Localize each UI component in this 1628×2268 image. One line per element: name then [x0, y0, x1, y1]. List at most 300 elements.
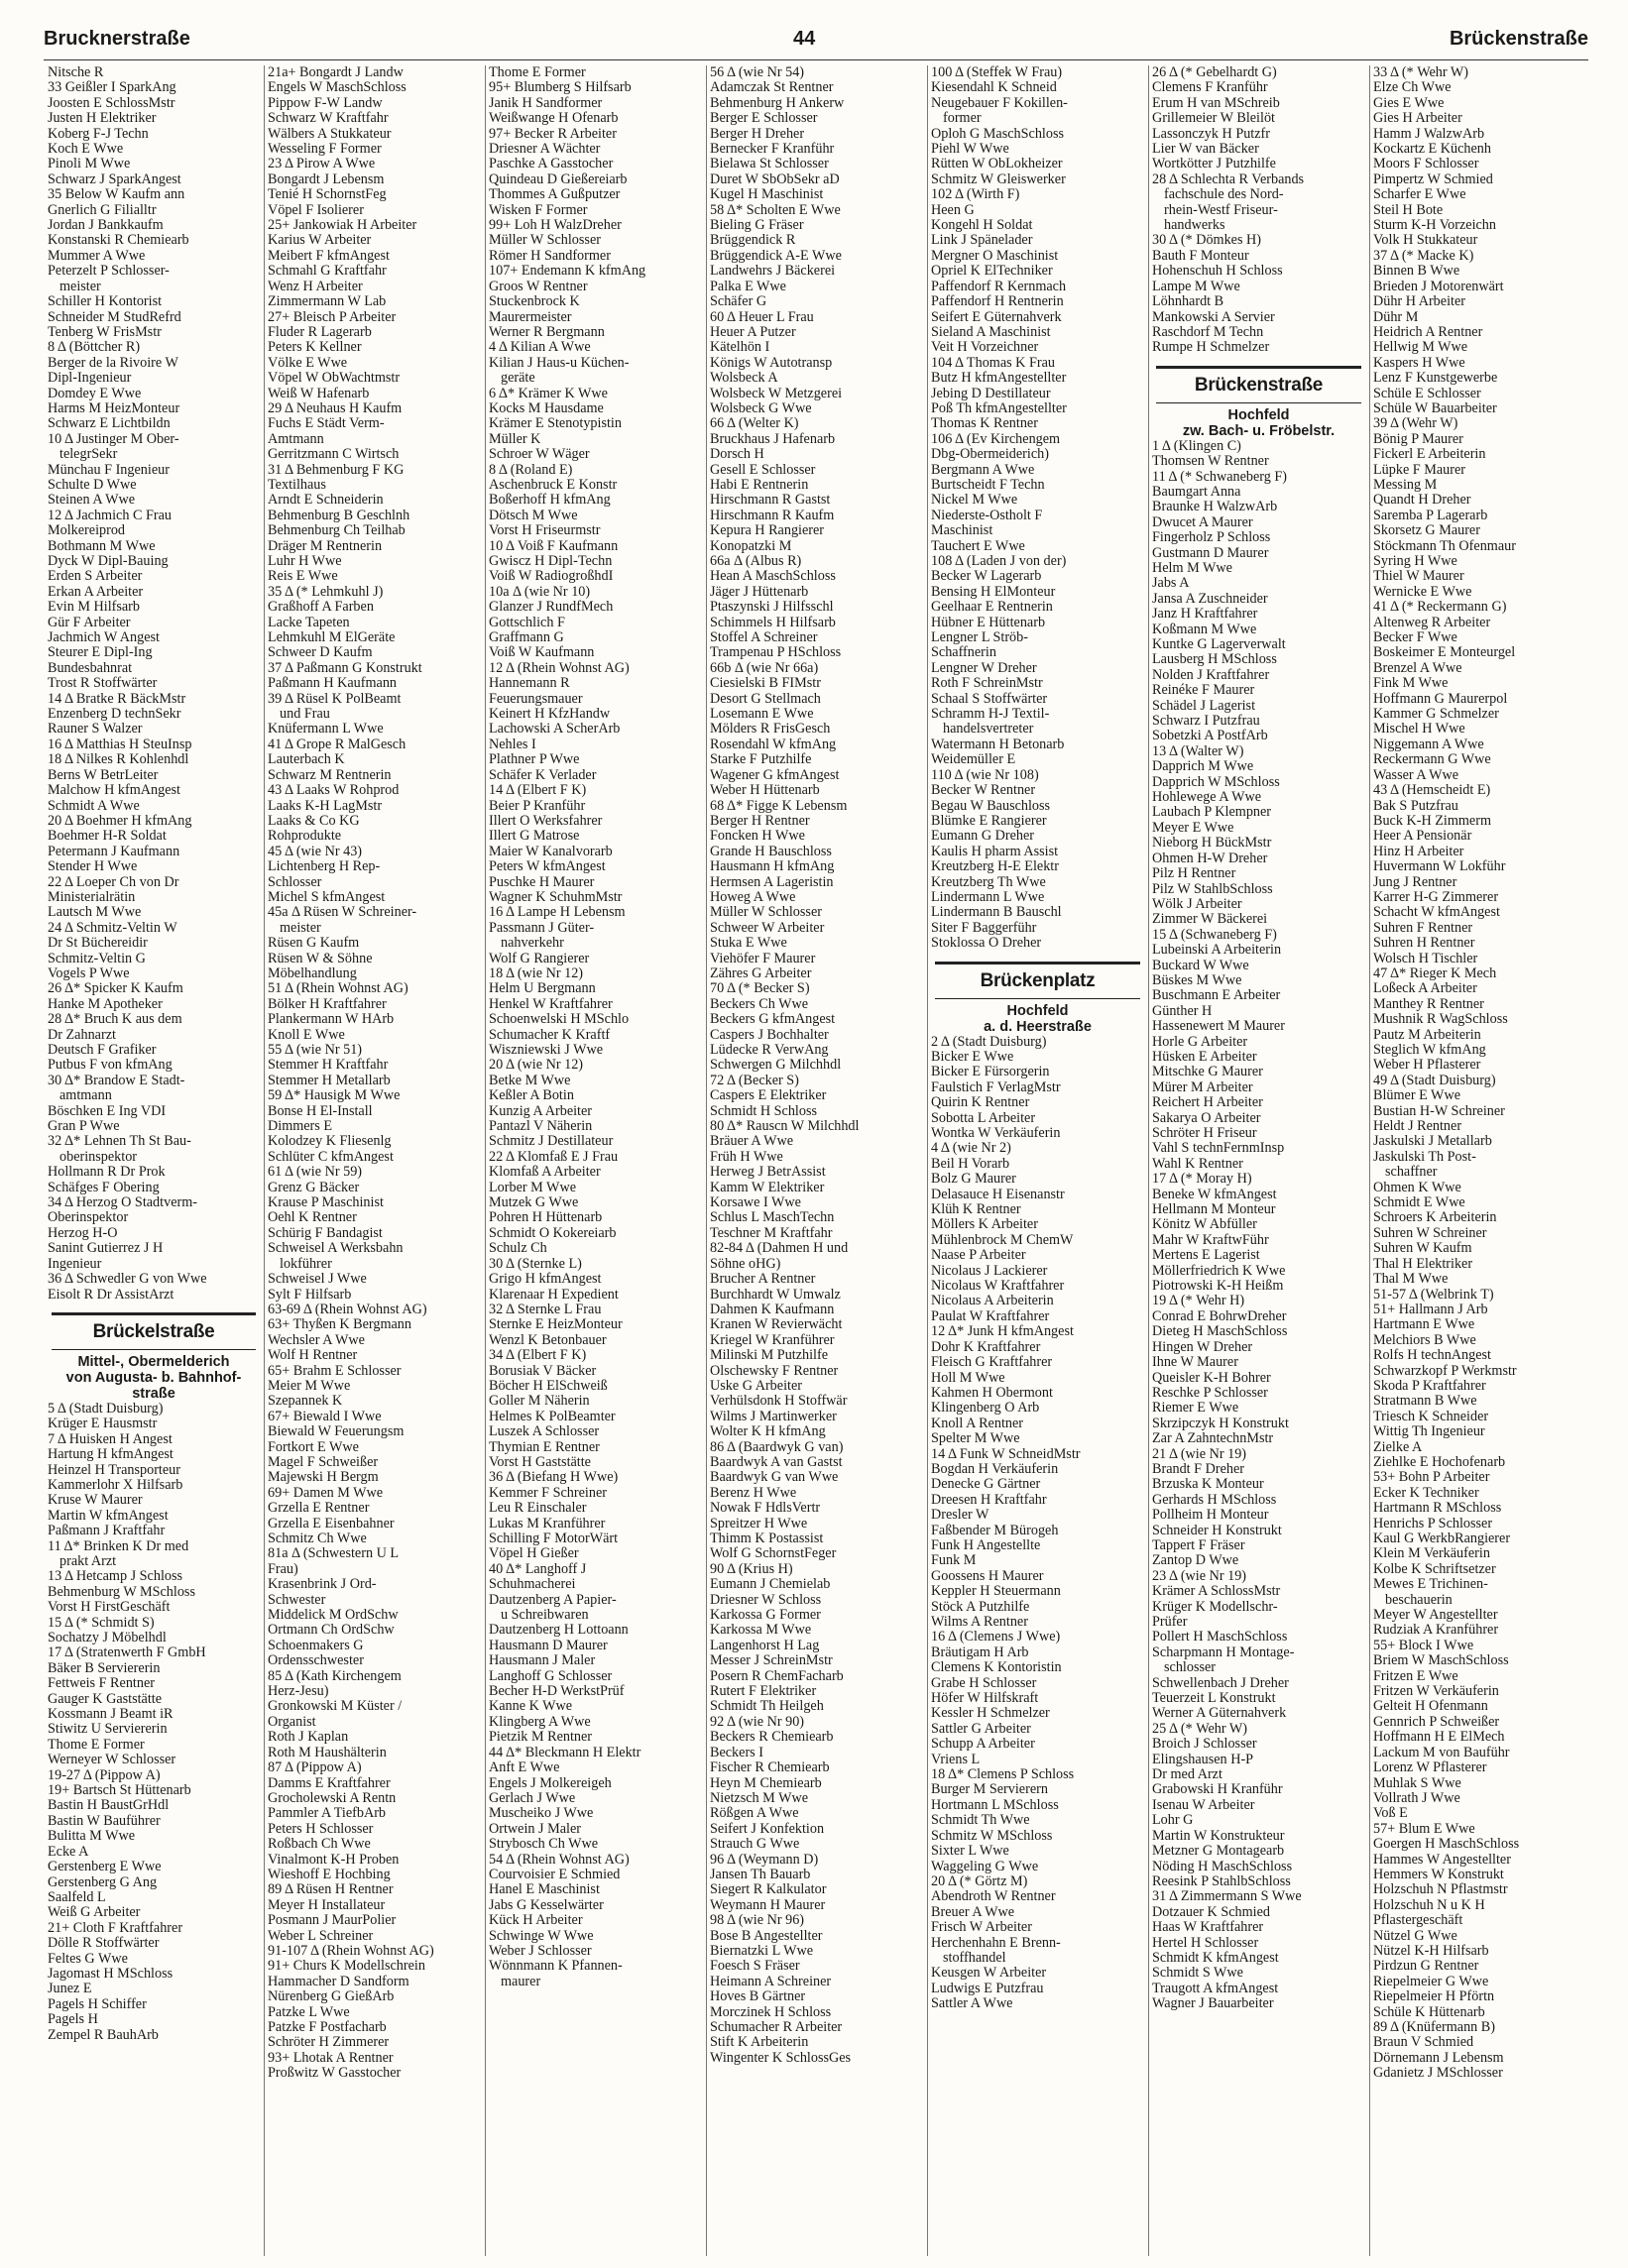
- directory-entry: Schilling F MotorWärt: [489, 1531, 619, 1546]
- directory-entry: 41 Δ Grope R MalGesch: [268, 737, 407, 752]
- directory-entry: Mertens E Lagerist: [1152, 1248, 1260, 1264]
- directory-entry: Berns W BetrLeiter: [48, 767, 159, 783]
- directory-entry: Schramm H-J Textil-: [931, 707, 1050, 723]
- directory-entry: Mankowski A Servier: [1152, 309, 1275, 325]
- directory-entry: Hirschmann R Kaufm: [710, 508, 835, 523]
- directory-entry: Voß E: [1373, 1806, 1408, 1822]
- directory-entry: 14 Δ Funk W SchneidMstr: [931, 1446, 1081, 1462]
- directory-entry: Vöpel H Gießer: [489, 1546, 579, 1562]
- directory-entry: 69+ Damen M Wwe: [268, 1485, 384, 1501]
- directory-entry: 61 Δ (wie Nr 59): [268, 1165, 363, 1181]
- directory-entry: Büskes M Wwe: [1152, 972, 1242, 988]
- directory-entry: Denecke G Gärtner: [931, 1477, 1041, 1493]
- directory-entry: Anft E Wwe: [489, 1760, 560, 1776]
- directory-entry: Meyer H Installateur: [268, 1897, 386, 1913]
- header-rule: [44, 59, 1588, 60]
- directory-entry: Vogels P Wwe: [48, 965, 130, 981]
- directory-entry: Reis E Wwe: [268, 569, 338, 585]
- directory-entry: schlosser: [1164, 1660, 1217, 1676]
- directory-entry: 16 Δ Matthias H SteuInsp: [48, 737, 192, 752]
- directory-entry: Peters K Kellner: [268, 340, 362, 356]
- directory-entry: Schmitz W MSchloss: [931, 1828, 1053, 1844]
- directory-entry: Rüsen G Kaufm: [268, 936, 360, 952]
- directory-entry: Schroer W Wäger: [489, 447, 590, 463]
- directory-entry: Malchow H kfmAngest: [48, 783, 180, 799]
- directory-entry: Pflastergeschäft: [1373, 1913, 1463, 1929]
- directory-entry: Engels W MaschSchloss: [268, 80, 407, 96]
- directory-entry: schaffner: [1385, 1165, 1438, 1181]
- directory-entry: beschauerin: [1385, 1592, 1453, 1608]
- directory-entry: nahverkehr: [501, 936, 564, 952]
- directory-entry: Schädel J Lagerist: [1152, 698, 1256, 714]
- directory-entry: Meibert F kfmAngest: [268, 248, 390, 264]
- directory-entry: Schulte D Wwe: [48, 477, 137, 493]
- street-heading: Brückenstraße: [1156, 366, 1361, 403]
- directory-entry: Gronkowski M Küster /: [268, 1699, 403, 1715]
- directory-entry: 60 Δ Heuer L Frau: [710, 309, 814, 325]
- directory-entry: Plathner P Wwe: [489, 752, 580, 768]
- directory-entry: Brieden J Motorenwärt: [1373, 279, 1504, 294]
- directory-entry: 66a Δ (Albus R): [710, 554, 802, 569]
- directory-entry: Ludwigs E Putzfrau: [931, 1981, 1044, 1996]
- directory-entry: Weymann H Maurer: [710, 1897, 826, 1913]
- directory-entry: Mahr W KraftwFühr: [1152, 1232, 1269, 1248]
- directory-entry: maurer: [501, 1974, 541, 1989]
- directory-entry: Wechsler A Wwe: [268, 1332, 365, 1348]
- directory-entry: Lengner L Ströb-: [931, 630, 1028, 646]
- directory-entry: Stöck A Putzhilfe: [931, 1599, 1030, 1615]
- directory-entry: Wilms J Martinwerker: [710, 1409, 837, 1424]
- directory-entry: Schröter H Friseur: [1152, 1126, 1257, 1141]
- directory-entry: Wolsbeck G Wwe: [710, 400, 812, 416]
- directory-entry: telegrSekr: [59, 447, 118, 463]
- directory-entry: fachschule des Nord-: [1164, 187, 1284, 203]
- directory-entry: 66 Δ (Welter K): [710, 416, 799, 432]
- directory-entry: Kilian J Haus-u Küchen-: [489, 355, 630, 371]
- directory-entry: Dohr K Kraftfahrer: [931, 1339, 1041, 1355]
- directory-entry: Domdey E Wwe: [48, 386, 142, 401]
- directory-entry: Möllerfriedrich K Wwe: [1152, 1263, 1286, 1279]
- directory-entry: Howeg A Wwe: [710, 889, 796, 905]
- directory-entry: 30 Δ* Brandow E Stadt-: [48, 1073, 185, 1088]
- directory-entry: Helm U Bergmann: [489, 981, 596, 997]
- directory-entry: Karkossa M Wwe: [710, 1623, 812, 1639]
- directory-entry: Krämer E Stenotypistin: [489, 416, 622, 432]
- directory-entry: Brenzel A Wwe: [1373, 660, 1462, 676]
- directory-entry: Putbus F von kfmAng: [48, 1058, 173, 1074]
- directory-entry: Losemann E Wwe: [710, 707, 814, 723]
- directory-entry: Quandt H Dreher: [1373, 493, 1471, 509]
- directory-entry: Teschner M Kraftfahr: [710, 1225, 833, 1241]
- directory-entry: Buckard W Wwe: [1152, 958, 1249, 973]
- directory-entry: Boskeimer E Monteurgel: [1373, 645, 1516, 661]
- directory-entry: Lauterbach K: [268, 752, 345, 768]
- directory-entry: Kepura H Rangierer: [710, 523, 825, 539]
- directory-entry: Petermann J Kaufmann: [48, 844, 180, 859]
- directory-entry: Schulz Ch: [489, 1241, 547, 1257]
- directory-entry: Veit H Vorzeichner: [931, 340, 1039, 356]
- directory-entry: Bräuer A Wwe: [710, 1134, 794, 1150]
- directory-entry: 30 Δ (* Dömkes H): [1152, 233, 1262, 249]
- directory-entry: Gerritzmann C Wirtsch: [268, 447, 400, 463]
- directory-entry: Mergner O Maschinist: [931, 248, 1059, 264]
- directory-entry: Schüle K Hüttenarb: [1373, 2004, 1485, 2020]
- directory-entry: Heer A Pensionär: [1373, 829, 1472, 845]
- directory-entry: Stemmer H Metallarb: [268, 1073, 391, 1088]
- directory-entry: Elze Ch Wwe: [1373, 80, 1452, 96]
- directory-entry: Wasser A Wwe: [1373, 767, 1459, 783]
- directory-entry: 45a Δ Rüsen W Schreiner-: [268, 905, 417, 921]
- directory-entry: Schaal S Stoffwärter: [931, 691, 1048, 707]
- directory-entry: Reschke P Schlosser: [1152, 1385, 1268, 1401]
- directory-entry: Schmitz W Gleiswerker: [931, 171, 1066, 187]
- directory-entry: Dapprich W MSchloss: [1152, 774, 1280, 790]
- directory-entry: Gennrich P Schweißer: [1373, 1714, 1500, 1730]
- directory-entry: Klingenberg O Arb: [931, 1401, 1040, 1417]
- directory-entry: Oploh G MaschSchloss: [931, 126, 1064, 142]
- directory-entry: 43 Δ Laaks W Rohprod: [268, 783, 400, 799]
- directory-entry: Wittig Th Ingenieur: [1373, 1424, 1485, 1440]
- directory-entry: Lacke Tapeten: [268, 615, 350, 630]
- directory-entry: meister: [59, 279, 101, 294]
- directory-entry: oberinspektor: [59, 1149, 138, 1165]
- directory-entry: 18 Δ (wie Nr 12): [489, 965, 584, 981]
- directory-entry: meister: [280, 920, 321, 936]
- directory-entry: Dahmen K Kaufmann: [710, 1302, 835, 1317]
- directory-entry: Berger E Schlosser: [710, 111, 818, 127]
- directory-entry: Schäfer K Verlader: [489, 767, 597, 783]
- directory-entry: Stuka E Wwe: [710, 936, 787, 952]
- directory-entry: Karrer H-G Zimmerer: [1373, 889, 1499, 905]
- directory-entry: Roßbach Ch Wwe: [268, 1837, 371, 1853]
- directory-entry: Becker W Lagerarb: [931, 569, 1042, 585]
- directory-entry: Stoklossa O Dreher: [931, 936, 1042, 952]
- directory-entry: Pippow F-W Landw: [268, 95, 383, 111]
- directory-entry: Geelhaar E Rentnerin: [931, 600, 1053, 616]
- directory-entry: Gies H Arbeiter: [1373, 111, 1462, 127]
- directory-entry: 4 Δ Kilian A Wwe: [489, 340, 591, 356]
- directory-entry: 21 Δ (wie Nr 19): [1152, 1446, 1247, 1462]
- directory-entry: Paßmann J Kraftfahr: [48, 1524, 166, 1539]
- directory-entry: Dörnemann J Lebensm: [1373, 2050, 1504, 2066]
- directory-entry: Kamm W Elektriker: [710, 1180, 825, 1195]
- directory-entry: Nowak F HdlsVertr: [710, 1501, 821, 1517]
- directory-entry: 12 Δ* Junk H kfmAngest: [931, 1324, 1074, 1340]
- directory-entry: Keinert H KfzHandw: [489, 707, 611, 723]
- directory-entry: Fritzen W Verkäuferin: [1373, 1684, 1499, 1700]
- directory-entry: Hemmers W Konstrukt: [1373, 1867, 1504, 1882]
- directory-entry: Kanne K Wwe: [489, 1699, 573, 1715]
- directory-entry: Dwucet A Maurer: [1152, 514, 1253, 530]
- directory-entry: handelsvertreter: [943, 722, 1034, 737]
- directory-entry: Traugott A kfmAngest: [1152, 1981, 1279, 1996]
- column-7: [1369, 65, 1590, 2256]
- directory-entry: Link J Spänelader: [931, 233, 1033, 249]
- directory-entry: Höfer W Hilfskraft: [931, 1691, 1039, 1707]
- directory-entry: 51+ Hallmann J Arb: [1373, 1302, 1488, 1317]
- directory-entry: Luszek A Schlosser: [489, 1424, 600, 1440]
- directory-entry: Kaul G WerkbRangierer: [1373, 1531, 1511, 1546]
- directory-entry: Kück H Arbeiter: [489, 1913, 583, 1929]
- directory-entry: Krämer A SchlossMstr: [1152, 1584, 1281, 1600]
- directory-entry: Syring H Wwe: [1373, 554, 1457, 569]
- directory-entry: Broich J Schlosser: [1152, 1737, 1257, 1753]
- directory-entry: 7 Δ Huisken H Angest: [48, 1431, 173, 1447]
- directory-entry: Heldt J Rentner: [1373, 1119, 1462, 1135]
- directory-entry: Abendroth W Rentner: [931, 1889, 1056, 1905]
- directory-entry: Patzke F Postfacharb: [268, 2020, 387, 2035]
- directory-entry: Burtscheidt F Techn: [931, 477, 1045, 493]
- directory-entry: Illert O Werksfahrer: [489, 813, 603, 829]
- directory-entry: Jordan J Bankkaufm: [48, 218, 164, 234]
- directory-entry: Wahl K Rentner: [1152, 1156, 1243, 1172]
- directory-entry: Patzke L Wwe: [268, 2004, 350, 2020]
- directory-entry: Roth F SchreinMstr: [931, 676, 1043, 692]
- directory-entry: Biewald W Feuerungsm: [268, 1424, 405, 1440]
- directory-entry: Wolsch H Tischler: [1373, 951, 1478, 966]
- directory-entry: Schoenwelski H MSchlo: [489, 1012, 630, 1028]
- directory-entry: 57+ Blum E Wwe: [1373, 1821, 1475, 1837]
- directory-entry: Schmidt K kfmAngest: [1152, 1950, 1279, 1966]
- directory-entry: 14 Δ (Elbert F K): [489, 783, 587, 799]
- directory-entry: Sanint Gutierrez J H: [48, 1241, 164, 1257]
- directory-entry: Brucher A Rentner: [710, 1272, 816, 1288]
- directory-entry: Pollheim H Monteur: [1152, 1508, 1269, 1524]
- directory-entry: Seifert E Güternahverk: [931, 309, 1062, 325]
- directory-entry: Hassenewert M Maurer: [1152, 1019, 1285, 1035]
- directory-entry: Schaffnerin: [931, 645, 996, 661]
- directory-entry: Erden S Arbeiter: [48, 569, 143, 585]
- directory-entry: Mutzek G Wwe: [489, 1195, 579, 1211]
- directory-entry: Brzuska K Monteur: [1152, 1477, 1264, 1493]
- directory-entry: 96 Δ (Weymann D): [710, 1852, 819, 1868]
- directory-entry: Grande H Bauschloss: [710, 844, 832, 859]
- directory-entry: Teuerzeit L Konstrukt: [1152, 1691, 1276, 1707]
- directory-entry: und Frau: [280, 707, 330, 723]
- directory-entry: Martin W Konstrukteur: [1152, 1828, 1285, 1844]
- directory-entry: Rutert F Elektriker: [710, 1684, 817, 1700]
- directory-entry: Viehöfer F Maurer: [710, 951, 816, 966]
- directory-entry: Heyn M Chemiearb: [710, 1775, 822, 1791]
- directory-entry: Erum H van MSchreib: [1152, 95, 1280, 111]
- directory-entry: Thymian E Rentner: [489, 1439, 600, 1455]
- directory-entry: Pollert H MaschSchloss: [1152, 1630, 1288, 1645]
- directory-entry: Laubach P Klempner: [1152, 805, 1272, 821]
- directory-entry: Wolf G Rangierer: [489, 951, 590, 966]
- directory-entry: Mitschke G Maurer: [1152, 1065, 1263, 1080]
- directory-entry: former: [943, 111, 982, 127]
- directory-entry: Lenz F Kunstgewerbe: [1373, 371, 1498, 387]
- directory-entry: Jagomast H MSchloss: [48, 1966, 174, 1982]
- directory-entry: Sixter L Wwe: [931, 1844, 1009, 1860]
- directory-entry: Loßeck A Arbeiter: [1373, 981, 1477, 997]
- directory-entry: Mürer M Arbeiter: [1152, 1079, 1253, 1095]
- directory-entry: Skrzipczyk H Konstrukt: [1152, 1416, 1289, 1431]
- directory-entry: Schüle W Bauarbeiter: [1373, 400, 1497, 416]
- directory-entry: Spelter M Wwe: [931, 1431, 1020, 1447]
- directory-entry: Zempel R BauhArb: [48, 2027, 159, 2043]
- directory-entry: Söhne oHG): [710, 1256, 781, 1272]
- directory-entry: 15 Δ (* Schmidt S): [48, 1615, 155, 1631]
- directory-entry: 59 Δ* Hausigk M Wwe: [268, 1088, 401, 1104]
- directory-entry: Ohmen K Wwe: [1373, 1180, 1461, 1195]
- directory-entry: Nietzsch M Wwe: [710, 1790, 809, 1806]
- directory-entry: 8 Δ (Böttcher R): [48, 340, 141, 356]
- directory-entry: 30 Δ (Sternke L): [489, 1256, 582, 1272]
- directory-entry: Queisler K-H Bohrer: [1152, 1370, 1271, 1386]
- directory-entry: Dr med Arzt: [1152, 1767, 1222, 1783]
- directory-entry: Hausmann D Maurer: [489, 1638, 608, 1653]
- directory-entry: Hausmann H kfmAng: [710, 859, 835, 875]
- directory-entry: 95+ Blumberg S Hilfsarb: [489, 80, 632, 96]
- directory-entry: Ministerialrätin: [48, 889, 136, 905]
- directory-entry: Ortwein J Maler: [489, 1821, 581, 1837]
- directory-entry: Thomsen W Rentner: [1152, 454, 1269, 470]
- directory-entry: Grabe H Schlosser: [931, 1675, 1037, 1691]
- directory-entry: Dotzauer K Schmied: [1152, 1904, 1270, 1920]
- directory-entry: Thomas K Rentner: [931, 416, 1038, 432]
- directory-entry: Palka E Wwe: [710, 279, 786, 294]
- directory-entry: Fortkort E Wwe: [268, 1439, 359, 1455]
- directory-entry: Suhren H Rentner: [1373, 936, 1475, 952]
- directory-entry: Briem W MaschSchloss: [1373, 1653, 1509, 1669]
- directory-entry: Amtmann: [268, 431, 324, 447]
- directory-entry: Dyck W Dipl-Bauing: [48, 554, 169, 569]
- directory-entry: Vorst H FirstGeschäft: [48, 1600, 171, 1616]
- directory-entry: Bose B Angestellter: [710, 1928, 823, 1944]
- directory-entry: 15 Δ (Schwaneberg F): [1152, 927, 1277, 943]
- directory-entry: 108 Δ (Laden J von der): [931, 554, 1067, 569]
- directory-entry: 67+ Biewald I Wwe: [268, 1409, 382, 1424]
- directory-entry: 22 Δ Loeper Ch von Dr: [48, 874, 179, 890]
- directory-entry: 66b Δ (wie Nr 66a): [710, 660, 819, 676]
- directory-entry: Arndt E Schneiderin: [268, 493, 384, 509]
- directory-entry: Schwarz W Kraftfahr: [268, 111, 389, 127]
- directory-entry: Reesink P StahlbSchloss: [1152, 1873, 1291, 1889]
- directory-entry: Gustmann D Maurer: [1152, 545, 1269, 561]
- directory-entry: Behmenburg Ch Teilhab: [268, 523, 406, 539]
- directory-entry: Landwehrs J Bäckerei: [710, 264, 836, 280]
- directory-entry: Pohren H Hüttenarb: [489, 1210, 603, 1226]
- directory-entry: Schwarz E Lichtbildn: [48, 416, 171, 432]
- directory-entry: Reichert H Arbeiter: [1152, 1095, 1263, 1111]
- directory-entry: Schröter H Zimmerer: [268, 2035, 390, 2051]
- directory-entry: Wölk J Arbeiter: [1152, 896, 1242, 912]
- directory-entry: Steglich W kfmAng: [1373, 1043, 1486, 1058]
- directory-entry: Vöpel W ObWachtmstr: [268, 371, 401, 387]
- directory-entry: Burchhardt W Umwalz: [710, 1287, 841, 1303]
- directory-entry: 80 Δ* Rauscn W Milchhdl: [710, 1119, 860, 1135]
- directory-entry: Stemmer H Kraftfahr: [268, 1058, 389, 1074]
- directory-entry: Fingerholz P Schloss: [1152, 530, 1271, 546]
- directory-entry: Grenz G Bäcker: [268, 1180, 360, 1195]
- directory-entry: 63-69 Δ (Rhein Wohnst AG): [268, 1302, 427, 1317]
- directory-entry: Heidrich A Rentner: [1373, 324, 1483, 340]
- directory-entry: Maurermeister: [489, 309, 572, 325]
- directory-entry: Goller M Näherin: [489, 1394, 590, 1410]
- directory-entry: Schweer D Kaufm: [268, 645, 373, 661]
- directory-entry: Müller K: [489, 431, 541, 447]
- directory-entry: Eumann J Chemielab: [710, 1577, 831, 1593]
- directory-entry: Schmitz-Veltin G: [48, 951, 146, 966]
- directory-entry: Oberinspektor: [48, 1210, 129, 1226]
- directory-entry: Schmidt E Wwe: [1373, 1195, 1465, 1211]
- directory-entry: Fickerl E Arbeiterin: [1373, 447, 1486, 463]
- directory-entry: Lohr G: [1152, 1813, 1194, 1829]
- directory-entry: Weißwange H Ofenarb: [489, 111, 619, 127]
- directory-entry: Schweer W Arbeiter: [710, 920, 825, 936]
- directory-entry: Hohenschuh H Schloss: [1152, 264, 1283, 280]
- directory-entry: Pagels H Schiffer: [48, 1996, 147, 2012]
- directory-entry: 58 Δ* Scholten E Wwe: [710, 202, 841, 218]
- street-subheading: straße: [132, 1385, 175, 1402]
- running-head-left: Brucknerstraße: [44, 28, 190, 50]
- directory-entry: Kammer G Schmelzer: [1373, 707, 1499, 723]
- directory-entry: Leu R Einschaler: [489, 1501, 587, 1517]
- directory-entry: Lukas M Kranführer: [489, 1516, 606, 1531]
- directory-entry: Dapprich M Wwe: [1152, 759, 1254, 775]
- directory-entry: Metzner G Montagearb: [1152, 1844, 1285, 1860]
- directory-entry: Szepannek K: [268, 1394, 343, 1410]
- directory-entry: Engels J Molkereigeh: [489, 1775, 612, 1791]
- directory-entry: Hanel E Maschinist: [489, 1882, 600, 1898]
- directory-entry: Münchau F Ingenieur: [48, 462, 170, 478]
- page-header: [0, 28, 1628, 61]
- directory-entry: Lichtenberg H Rep-: [268, 859, 381, 875]
- directory-entry: Beil H Vorarb: [931, 1156, 1010, 1172]
- directory-entry: 26 Δ* Spicker K Kaufm: [48, 981, 183, 997]
- directory-entry: Spreitzer H Wwe: [710, 1516, 808, 1531]
- directory-entry: Konstanski R Chemiearb: [48, 233, 189, 249]
- directory-entry: Eisolt R Dr AssistArzt: [48, 1287, 174, 1303]
- directory-entry: Bonse H El-Install: [268, 1103, 373, 1119]
- directory-entry: Lengner W Dreher: [931, 660, 1037, 676]
- directory-entry: Foncken H Wwe: [710, 829, 805, 845]
- directory-entry: 41 Δ (* Reckermann G): [1373, 600, 1507, 616]
- directory-entry: Wolsbeck W Metzgerei: [710, 386, 843, 401]
- directory-entry: 31 Δ Behmenburg F KG: [268, 462, 405, 478]
- directory-entry: 32 Δ Sternke L Frau: [489, 1302, 602, 1317]
- directory-entry: Bicker E Wwe: [931, 1049, 1014, 1065]
- directory-entry: Hanke M Apotheker: [48, 996, 163, 1012]
- directory-entry: Klarenaar H Expedient: [489, 1287, 619, 1303]
- directory-entry: Dipl-Ingenieur: [48, 371, 132, 387]
- directory-entry: 51 Δ (Rhein Wohnst AG): [268, 981, 408, 997]
- directory-entry: Messing M: [1373, 477, 1438, 493]
- directory-entry: 26 Δ (* Gebelhardt G): [1152, 65, 1277, 80]
- directory-entry: 40 Δ* Langhoff J: [489, 1561, 587, 1577]
- column-4: [706, 65, 928, 2256]
- directory-entry: Gwiscz H Dipl-Techn: [489, 554, 613, 569]
- street-heading: Brückenplatz: [935, 962, 1140, 999]
- directory-entry: Zielke A: [1373, 1439, 1423, 1455]
- directory-entry: 20 Δ (wie Nr 12): [489, 1058, 584, 1074]
- directory-entry: Stuckenbrock K: [489, 294, 580, 310]
- directory-entry: Tenié H SchornstFeg: [268, 187, 387, 203]
- directory-entry: 5 Δ (Stadt Duisburg): [48, 1401, 164, 1417]
- directory-entry: Frau): [268, 1561, 298, 1577]
- directory-entry: Lachowski A ScherArb: [489, 722, 621, 737]
- street-subheading: Hochfeld: [1006, 1002, 1069, 1019]
- directory-entry: Dimmers E: [268, 1119, 333, 1135]
- directory-entry: Grabowski H Kranführ: [1152, 1782, 1283, 1798]
- directory-entry: Wenzl K Betonbauer: [489, 1332, 607, 1348]
- directory-entry: Kockartz E Küchenh: [1373, 142, 1491, 158]
- directory-entry: Brüggendick A-E Wwe: [710, 248, 842, 264]
- directory-entry: Schwellenbach J Dreher: [1152, 1675, 1289, 1691]
- directory-entry: Begau W Bauschloss: [931, 798, 1051, 814]
- directory-entry: Binnen B Wwe: [1373, 264, 1460, 280]
